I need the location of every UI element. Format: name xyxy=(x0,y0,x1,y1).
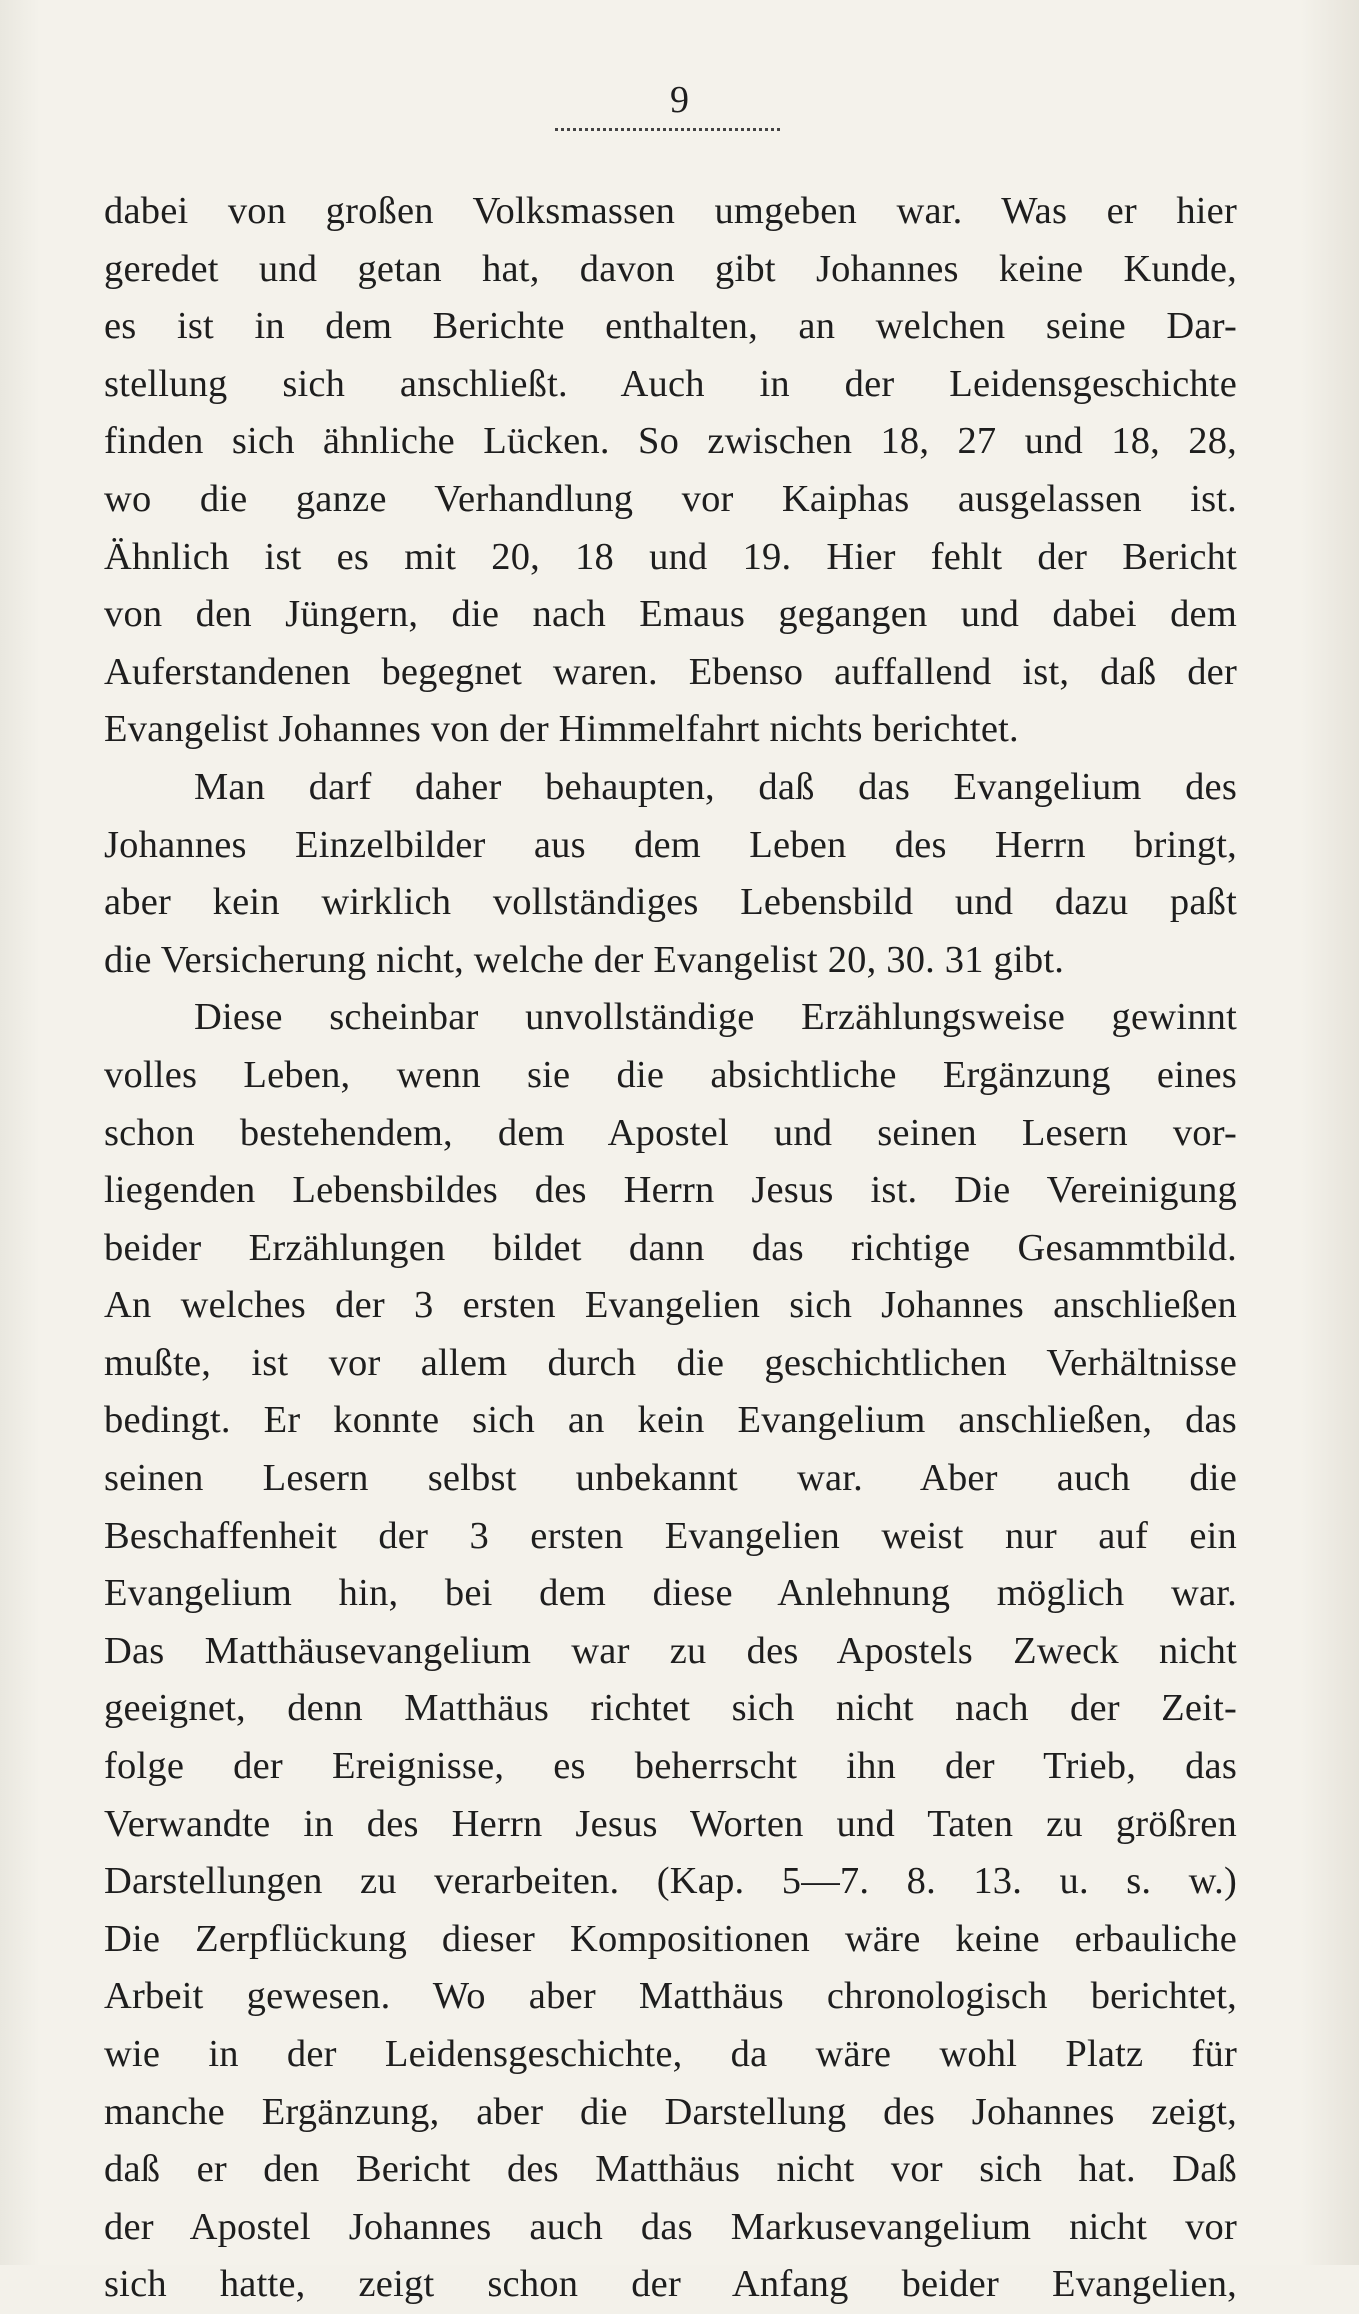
body-text xyxy=(104,183,1237,2314)
text-line: Evangelist Johannes von der Himmelfahrt nichts berichtet. xyxy=(104,708,1019,751)
text-line: bedingt. Er konnte sich an kein Evangelium anschließen, das xyxy=(104,1399,1237,1442)
text-line: Das Matthäusevangelium war zu des Apostels Zweck nicht xyxy=(104,1629,1237,1672)
text-line: Beschaffenheit der 3 ersten Evangelien weist nur auf ein xyxy=(104,1514,1237,1557)
text-line: es ist in dem Berichte enthalten, an welchen seine Dar- xyxy=(104,305,1237,348)
text-line: mußte, ist vor allem durch die geschichtlichen Verhältnisse xyxy=(104,1341,1237,1384)
text-line: von den Jüngern, die nach Emaus gegangen und dabei dem xyxy=(104,593,1237,636)
text-line: wie in der Leidensgeschichte, da wäre wohl Platz für xyxy=(104,2033,1237,2075)
text-line: die Versicherung nicht, welche der Evangelist 20, 30. 31 gibt. xyxy=(104,938,1065,981)
text-line: beider Erzählungen bildet dann das richtige Gesammtbild. xyxy=(104,1226,1237,1269)
text-line: Man darf daher behaupten, daß das Evangelium des xyxy=(194,765,1237,808)
text-line: geredet und getan hat, davon gibt Johannes keine Kunde, xyxy=(104,247,1237,290)
text-line: Diese scheinbar unvollständige Erzählungsweise gewinnt xyxy=(194,996,1237,1039)
text-line: Ähnlich ist es mit 20, 18 und 19. Hier fehlt der Bericht xyxy=(104,535,1237,578)
text-line: Auferstandenen begegnet waren. Ebenso auffallend ist, daß der xyxy=(104,650,1237,693)
text-line: sich hatte, zeigt schon der Anfang beider Evangelien, xyxy=(104,2263,1237,2306)
text-line: Johannes Einzelbilder aus dem Leben des Herrn bringt, xyxy=(104,823,1237,866)
text-line: seinen Lesern selbst unbekannt war. Aber auch die xyxy=(104,1457,1237,1500)
text-line: finden sich ähnliche Lücken. So zwischen 18, 27 und 18, 28, xyxy=(104,420,1237,463)
text-line: Die Zerpflückung dieser Kompositionen wäre keine erbauliche xyxy=(104,1917,1237,1960)
text-line: manche Ergänzung, aber die Darstellung des Johannes zeigt, xyxy=(104,2090,1237,2133)
text-line: Evangelium hin, bei dem diese Anlehnung möglich war. xyxy=(104,1572,1237,1615)
text-line: stellung sich anschließt. Auch in der Leidensgeschichte xyxy=(104,362,1237,405)
text-line: Arbeit gewesen. Wo aber Matthäus chronologisch berichtet, xyxy=(104,1975,1237,2018)
header-rule xyxy=(555,128,780,131)
text-line: dabei von großen Volksmassen umgeben war. Was er hier xyxy=(104,190,1237,232)
text-line: volles Leben, wenn sie die absichtliche Ergänzung eines xyxy=(104,1053,1237,1096)
text-line: liegenden Lebensbildes des Herrn Jesus ist. Die Vereinigung xyxy=(104,1169,1237,1212)
text-line: daß er den Bericht des Matthäus nicht vor sich hat. Daß xyxy=(104,2148,1237,2191)
text-line: Darstellungen zu verarbeiten. (Kap. 5—7. 8. 13. u. s. w.) xyxy=(104,1860,1237,1903)
text-line: Verwandte in des Herrn Jesus Worten und Taten zu größren xyxy=(104,1802,1237,1845)
page-number: 9 xyxy=(670,79,689,121)
text-line: geeignet, denn Matthäus richtet sich nicht nach der Zeit- xyxy=(104,1687,1237,1730)
text-line: An welches der 3 ersten Evangelien sich Johannes anschließen xyxy=(104,1284,1237,1327)
text-line: aber kein wirklich vollständiges Lebensbild und dazu paßt xyxy=(104,881,1237,924)
text-line: schon bestehendem, dem Apostel und seinen Lesern vor- xyxy=(104,1111,1237,1154)
text-line: der Apostel Johannes auch das Markusevangelium nicht vor xyxy=(104,2205,1237,2248)
text-line: wo die ganze Verhandlung vor Kaiphas ausgelassen ist. xyxy=(104,477,1237,520)
text-line: folge der Ereignisse, es beherrscht ihn der Trieb, das xyxy=(104,1745,1237,1788)
